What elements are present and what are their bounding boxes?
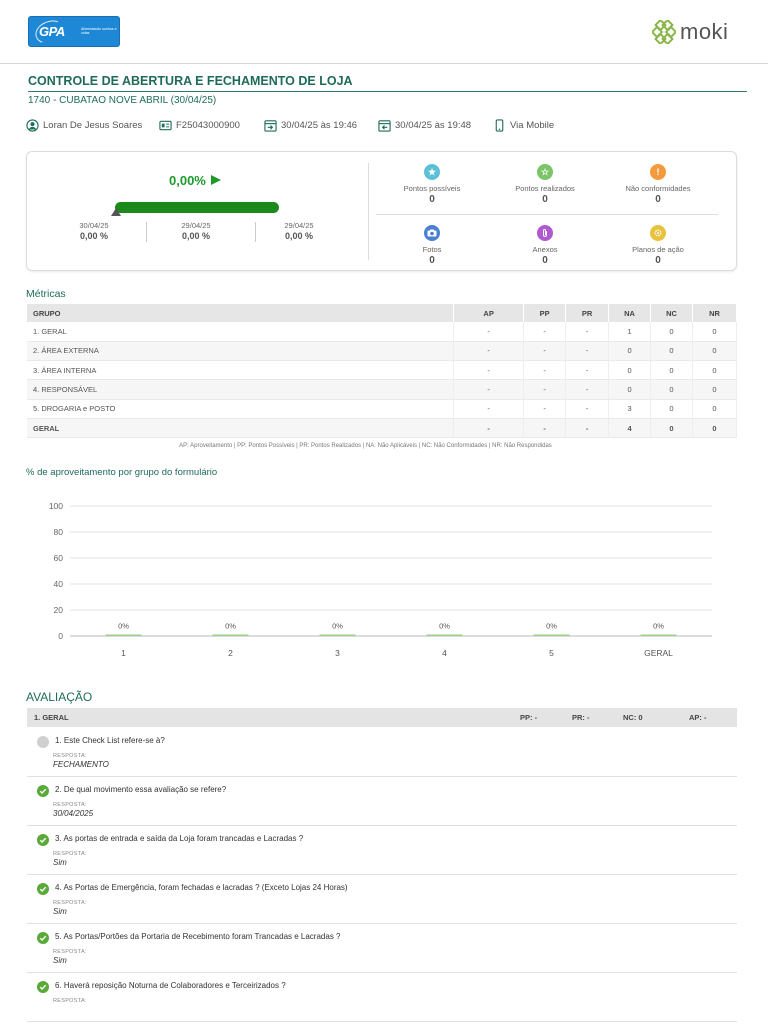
- calendar-in-icon: [264, 119, 277, 132]
- title-divider: [28, 91, 747, 92]
- table-cell: 0: [692, 418, 736, 437]
- table-cell: 0: [692, 380, 736, 399]
- chart-bar: [320, 635, 356, 637]
- table-cell: -: [566, 399, 609, 418]
- table-cell: 3. ÁREA INTERNA: [27, 361, 454, 380]
- group-name: 1. GERAL: [34, 713, 69, 722]
- user-icon: [26, 119, 39, 132]
- chart-bar: [427, 635, 463, 637]
- chart-bar: [213, 635, 249, 637]
- table-cell: 0: [651, 418, 693, 437]
- question-item: [27, 728, 737, 777]
- store-subtitle: 1740 - CUBATAO NOVE ABRIL (30/04/25): [28, 95, 217, 106]
- answer-value: Sim: [53, 907, 67, 916]
- x-tick-label: 5: [549, 648, 554, 658]
- group-pp: PP: -: [520, 713, 538, 722]
- col-grupo: GRUPO: [27, 304, 454, 322]
- end-info: 30/04/25 às 19:48: [378, 119, 471, 132]
- page-header: [0, 0, 768, 64]
- answer-label: RESPOSTA:: [53, 753, 87, 759]
- table-cell: 4. RESPONSÁVEL: [27, 380, 454, 399]
- metrics-legend: AP: Aproveitamento | PP: Pontos Possíveis | PR: Pontos Realizados | NA: Não Aplicáveis | NC: Não Conformidades | NR: Não Respondidas: [179, 443, 552, 449]
- x-tick-label: 2: [228, 648, 233, 658]
- bar-data-label: 0%: [118, 621, 129, 631]
- table-row: [27, 361, 737, 380]
- chart-bar: [534, 635, 570, 637]
- table-cell: -: [566, 361, 609, 380]
- y-tick-label: 0: [58, 631, 63, 641]
- gear-icon: [650, 225, 666, 241]
- stat-pontos-realizados: ☆ Pontos realizados 0: [490, 164, 600, 205]
- channel-info: Via Mobile: [493, 119, 554, 132]
- answer-label: RESPOSTA:: [53, 998, 87, 1004]
- gpa-logo: GPA Alimentando sonhos e vidas: [28, 16, 120, 47]
- question-text: 3. As portas de entrada e saída da Loja foram trancadas e Lacradas ?: [55, 834, 304, 843]
- col-pp: PP: [524, 304, 566, 322]
- question-text: 1. Este Check List refere-se à?: [55, 736, 165, 745]
- metrics-table: [27, 304, 737, 438]
- table-cell: 0: [651, 322, 693, 341]
- chart-bar: [641, 635, 677, 637]
- table-cell: 0: [692, 341, 736, 360]
- star-outline-icon: ☆: [537, 164, 553, 180]
- camera-icon: [424, 225, 440, 241]
- answer-value: 30/04/2025: [53, 809, 94, 818]
- question-item: [27, 777, 737, 826]
- y-tick-label: 60: [53, 553, 63, 563]
- table-cell: -: [524, 380, 566, 399]
- stat-pontos-possiveis: ★ Pontos possíveis 0: [377, 164, 487, 205]
- answer-value: Sim: [53, 956, 67, 965]
- answer-label: RESPOSTA:: [53, 949, 87, 955]
- table-cell: 0: [692, 322, 736, 341]
- answer-label: RESPOSTA:: [53, 802, 87, 808]
- moki-logo: moki: [652, 19, 742, 45]
- table-cell: -: [524, 322, 566, 341]
- table-header-row: [27, 304, 737, 322]
- table-cell: -: [454, 341, 524, 360]
- question-item: [27, 973, 737, 1022]
- history-item: 30/04/25 0,00 %: [79, 221, 109, 241]
- x-tick-label: 1: [121, 648, 126, 658]
- table-cell: 4: [609, 418, 651, 437]
- score-marker-icon: [111, 208, 121, 216]
- col-ap: AP: [454, 304, 524, 322]
- table-cell: 0: [651, 380, 693, 399]
- stat-fotos: Fotos 0: [377, 225, 487, 266]
- stat-anexos: Anexos 0: [490, 225, 600, 266]
- check-circle-icon: [37, 932, 49, 944]
- x-tick-label: GERAL: [644, 648, 673, 658]
- table-cell: 0: [609, 380, 651, 399]
- history-item: 29/04/25 0,00 %: [284, 221, 314, 241]
- table-row: [27, 341, 737, 360]
- table-cell: -: [524, 341, 566, 360]
- info-row: [26, 119, 746, 135]
- evaluation-title: AVALIAÇÃO: [26, 690, 93, 704]
- x-tick-label: 4: [442, 648, 447, 658]
- table-cell: 0: [609, 341, 651, 360]
- y-tick-label: 40: [53, 579, 63, 589]
- question-text: 4. As Portas de Emergência, foram fechadas e lacradas ? (Exceto Lojas 24 Horas): [55, 883, 348, 892]
- bar-data-label: 0%: [546, 621, 557, 631]
- evaluation-group-header: [27, 708, 737, 727]
- question-text: 5. As Portas/Portões da Portaria de Recebimento foram Trancadas e Lacradas ?: [55, 932, 341, 941]
- summary-card: [26, 151, 737, 271]
- exclamation-icon: !: [650, 164, 666, 180]
- table-row: [27, 380, 737, 399]
- table-cell: 2. ÁREA EXTERNA: [27, 341, 454, 360]
- col-pr: PR: [566, 304, 609, 322]
- metrics-title: Métricas: [26, 288, 66, 300]
- answer-label: RESPOSTA:: [53, 900, 87, 906]
- table-cell: -: [524, 418, 566, 437]
- table-cell: 1: [609, 322, 651, 341]
- answer-value: Sim: [53, 858, 67, 867]
- table-cell: -: [566, 418, 609, 437]
- chart-title: % de aproveitamento por grupo do formulário: [26, 467, 218, 478]
- chart-bar: [106, 635, 142, 637]
- table-cell: -: [454, 322, 524, 341]
- answer-label: RESPOSTA:: [53, 851, 87, 857]
- table-cell: 0: [609, 361, 651, 380]
- table-cell: -: [524, 399, 566, 418]
- question-text: 6. Haverá reposição Noturna de Colaboradores e Terceirizados ?: [55, 981, 286, 990]
- table-row: [27, 418, 737, 437]
- table-cell: 0: [692, 361, 736, 380]
- table-cell: 0: [651, 361, 693, 380]
- score-percentage: 0,00%: [169, 173, 206, 188]
- calendar-out-icon: [378, 119, 391, 132]
- score-bar: [115, 202, 279, 213]
- check-circle-icon: [37, 785, 49, 797]
- question-item: [27, 924, 737, 973]
- table-row: [27, 399, 737, 418]
- page-title: CONTROLE DE ABERTURA E FECHAMENTO DE LOJA: [28, 74, 353, 88]
- question-item: [27, 875, 737, 924]
- table-cell: 3: [609, 399, 651, 418]
- table-cell: 0: [692, 399, 736, 418]
- col-na: NA: [609, 304, 651, 322]
- stat-nao-conformidades: ! Não conformidades 0: [603, 164, 713, 205]
- id-card-icon: [159, 119, 172, 132]
- col-nc: NC: [651, 304, 693, 322]
- x-tick-label: 3: [335, 648, 340, 658]
- paperclip-icon: [537, 225, 553, 241]
- stat-planos-de-acao: Planos de ação 0: [603, 225, 713, 266]
- table-row: [27, 322, 737, 341]
- answer-value: FECHAMENTO: [53, 760, 109, 769]
- y-tick-label: 20: [53, 605, 63, 615]
- bar-data-label: 0%: [653, 621, 664, 631]
- pending-circle-icon: [37, 736, 49, 748]
- start-info: 30/04/25 às 19:46: [264, 119, 357, 132]
- group-nc: NC: 0: [623, 713, 643, 722]
- table-cell: -: [566, 380, 609, 399]
- user-info: Loran De Jesus Soares: [26, 119, 142, 132]
- bar-data-label: 0%: [332, 621, 343, 631]
- star-icon: ★: [424, 164, 440, 180]
- table-cell: -: [524, 361, 566, 380]
- table-cell: GERAL: [27, 418, 454, 437]
- group-ap: AP: -: [689, 713, 707, 722]
- bar-data-label: 0%: [225, 621, 236, 631]
- table-cell: -: [454, 380, 524, 399]
- table-cell: -: [454, 418, 524, 437]
- group-pr: PR: -: [572, 713, 590, 722]
- y-tick-label: 100: [48, 501, 63, 511]
- moki-logo-icon: [652, 20, 676, 44]
- utilization-bar-chart: [0, 490, 768, 670]
- table-cell: -: [454, 399, 524, 418]
- mobile-phone-icon: [493, 119, 506, 132]
- play-arrow-icon: [211, 175, 221, 185]
- check-circle-icon: [37, 834, 49, 846]
- question-item: [27, 826, 737, 875]
- table-cell: 5. DROGARIA e POSTO: [27, 399, 454, 418]
- code-info: F25043000900: [159, 119, 240, 132]
- table-cell: -: [566, 322, 609, 341]
- history-item: 29/04/25 0,00 %: [181, 221, 211, 241]
- table-cell: 1. GERAL: [27, 322, 454, 341]
- table-cell: 0: [651, 341, 693, 360]
- y-tick-label: 80: [53, 527, 63, 537]
- table-cell: 0: [651, 399, 693, 418]
- question-text: 2. De qual movimento essa avaliação se refere?: [55, 785, 227, 794]
- table-cell: -: [454, 361, 524, 380]
- table-cell: -: [566, 341, 609, 360]
- check-circle-icon: [37, 981, 49, 993]
- check-circle-icon: [37, 883, 49, 895]
- col-nr: NR: [692, 304, 736, 322]
- bar-data-label: 0%: [439, 621, 450, 631]
